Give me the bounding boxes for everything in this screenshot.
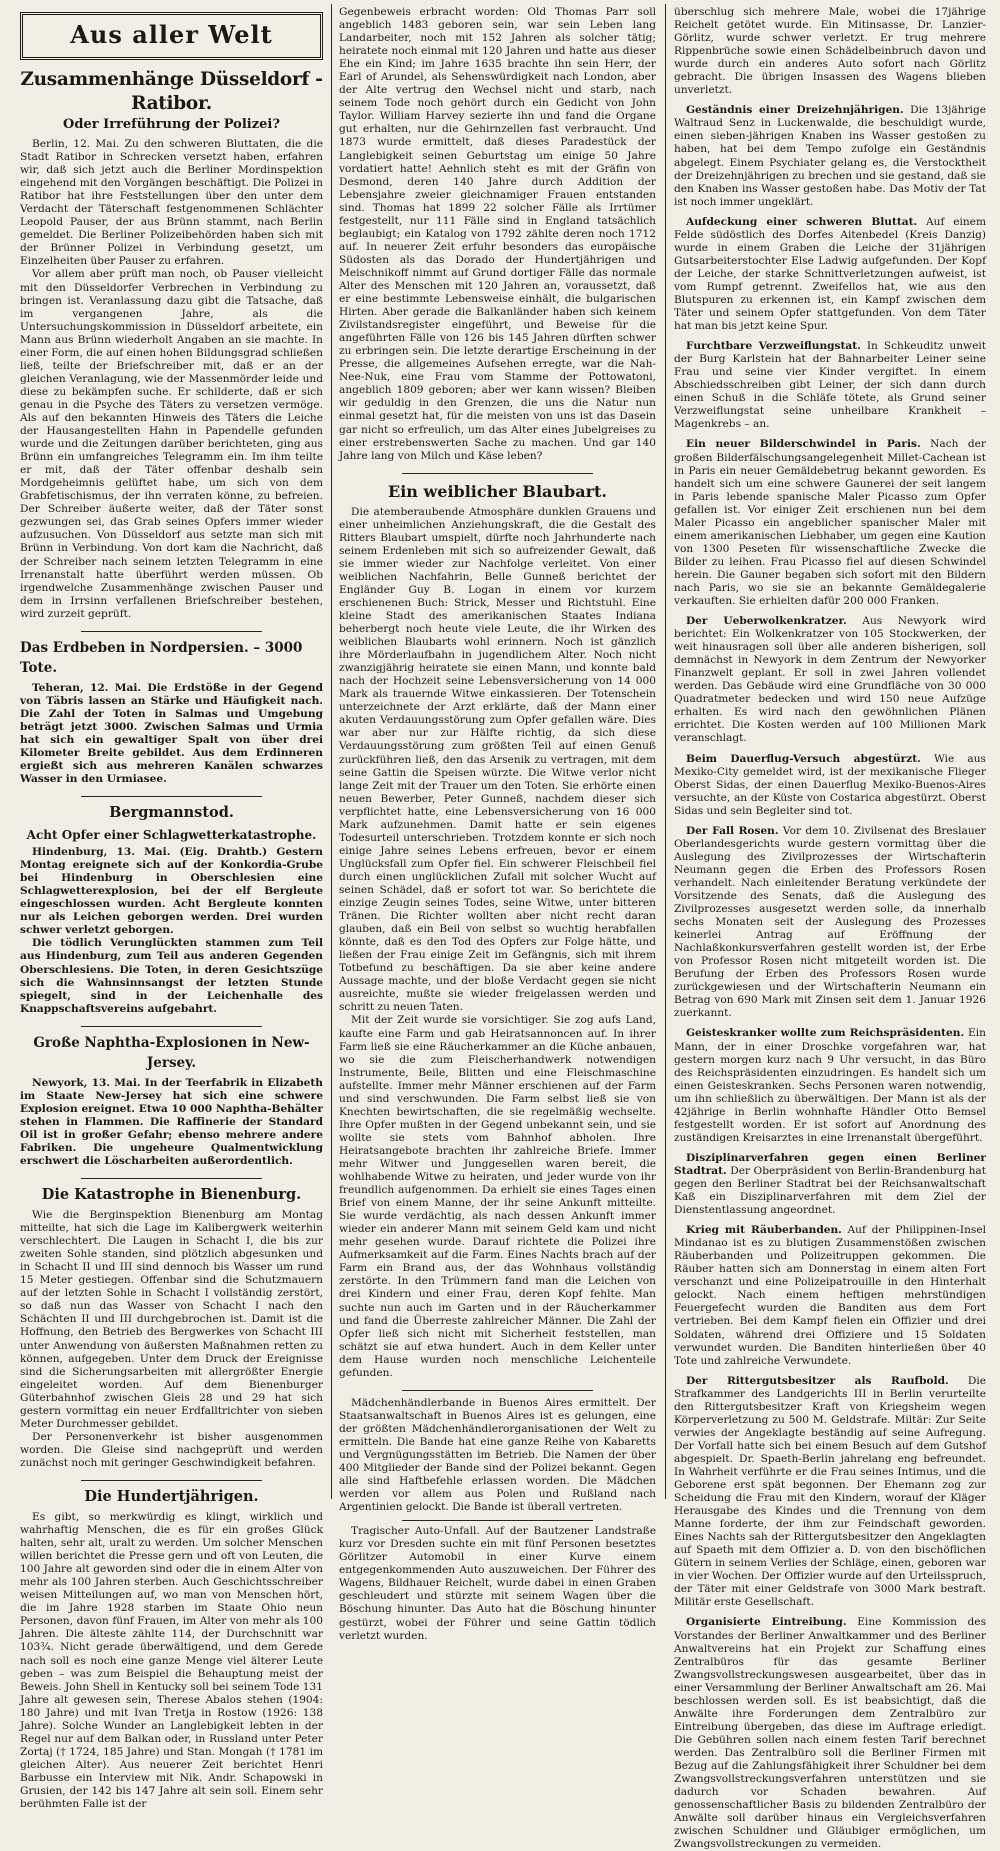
news-item xyxy=(674,1375,986,1610)
news-item-text: Ein Mann, der in einer Droschke vorgefahren war, hat gestern morgen kurz nach 9 Uhr versucht, in das Büro des Reichspräsidenten einzudringen. Es handelt sich um einen Geisteskranken. Sechs Personen waren notwendig, um ihn schließlich zu überwältigen. Der Mann ist als der 42jährige in Berlin wohnhafte Händler Otto Bemsel festgestellt worden. Er ist sofort auf Anordnung des zuständigen Kreisarztes in eine Irrenanstalt übergeführt. xyxy=(674,1027,986,1144)
news-item-title: Ein neuer Bilderschwindel in Paris. xyxy=(686,438,921,451)
article-headline: Die Katastrophe in Bienenburg. xyxy=(41,1186,302,1204)
article-paragraph: überschlug sich mehrere Male, wobei die 17jährige Reichelt getötet wurde. Ein Mitinsasse, Dr. Lanzier-Görlitz, wurde schwer verletzt. Er trug mehrere Rippenbrüche sowie einen Schädelbeinbruch davon und wurde durch ein anderes Auto sofort nach Görlitz gebracht. Die übrigen Insassen des Wagens blieben unverletzt. xyxy=(674,6,986,97)
divider xyxy=(402,1390,592,1391)
divider xyxy=(402,1520,592,1521)
news-item xyxy=(674,104,986,208)
divider xyxy=(402,473,592,474)
news-item-title: Der Fall Rosen. xyxy=(686,824,779,837)
article-headline: Die Hundertjährigen. xyxy=(84,1487,259,1505)
column-1 xyxy=(20,6,323,1811)
news-item xyxy=(674,216,986,333)
article-paragraph: Berlin, 12. Mai. Zu den schweren Bluttaten, die die Stadt Ratibor in Schrecken versetzt haben, erfahren wir, daß sich jetzt auch die Berliner Mordinspektion eingehend mit den Vorgängen beschäftigt. Die Polizei in Ratibor hat ihre Feststellungen über den unter dem Verdacht der Täterschaft festgenommenen Schlächter Leopold Pauser, der aus Brünn stammt, nach Berlin gemeldet. Die Berliner Polizeibehörden haben sich mit der Brünner Polizei in Verbindung gesetzt, um Einzelheiten über Pauser zu erfahren. xyxy=(20,138,323,268)
article-paragraph: Mit der Zeit wurde sie vorsichtiger. Sie zog aufs Land, kaufte eine Farm und gab Heiratsannoncen auf. In ihrer Farm ließ sie eine Räucherkammer an die Küche anbauen, wo sie die zum Fleischerhandwerk notwendigen Instrumente, Beile, Blitten und eine Fleischmaschine aufstellte. Immer mehr Männer erschienen auf der Farm und sind verschwunden. Die Farm selbst ließ sie von Knechten bewirtschaften, die sie regelmäßig wechselte. Ihre Opfer mußten in der Gegend unbekannt sein, und sie wollte sie stets vom Bahnhof abholen. Ihre Heiratsangebote brachten ihr zahlreiche Briefe. Immer mehr Witwer und Junggesellen waren bereit, die wohlhabende Witwe zu heiraten, und jeder wurde von ihr freundlich aufgenommen. Da erhielt sie eines Tages einen Brief von einem Manne, der ihr seine Ankunft mitteilte. Sie wurde verdächtig, als nach dessen Ankunft immer wieder ein anderer Mann mit seinem Geld kam und nicht mehr gesehen wurde. Darauf richtete die Polizei ihre Aufmerksamkeit auf die Farm. Eines Nachts brach auf der Farm ein Brand aus, der das Wohnhaus vollständig zerstörte. In den Trümmern fand man die Leichen von drei Kindern und einer Frau, deren Kopf fehlte. Man suchte nun auch im Garten und in der Räucherkammer und fand die Überreste zahlreicher Männer. Die Zahl der Opfer ließ sich nicht mit Sicherheit feststellen, man schätzt sie auf etwa hundert. Auch in dem Keller unter dem Hause wurden noch menschliche Leichenteile gefunden. xyxy=(339,1014,656,1379)
article-headline: Große Naphtha-Explosionen in New-Jersey. xyxy=(33,1034,310,1071)
article-paragraph: Mädchenhändlerbande in Buenos Aires ermittelt. Der Staatsanwaltschaft in Buenos Aires ist es gelungen, eine der größten Mädchenhändlerorganisationen der Welt zu ermitteln. Die Bande hat eine ganze Reihe von Kabaretts und Vergnügungsstätten im Betrieb. Die Namen der über 400 Mitglieder der Bande sind der Polizei bekannt. Gegen alle sind Haftbefehle erlassen worden. Die Mädchen werden vor allem aus Polen und Rußland nach Argentinien gelockt. Die Bande ist überall vertreten. xyxy=(339,1396,656,1514)
divider xyxy=(81,796,263,797)
article-paragraph: Die tödlich Verunglückten stammen zum Teil aus Hindenburg, zum Teil aus anderen Gegenden Oberschlesiens. Die Toten, in deren Gesichtszüge sich die Wahnsinnsangst der letzten Stunde spiegelt, sind in der Leichenhalle des Knappschaftsvereins aufgebahrt. xyxy=(20,937,323,1015)
article-paragraph: Die atemberaubende Atmosphäre dunklen Grauens und einer unheimlichen Anziehungskraft, die die Gestalt des Ritters Blaubart umspielt, dürfte noch Jahrhunderte nach seinem Erdenleben mit sich so aufreizender Gewalt, daß sie immer wieder zur Nachfolge verleitet. Von einer weiblichen Nachfahrin, Belle Gunneß berichtet der Engländer Guy B. Logan in einem vor kurzem erschienenen Buch: Strick, Messer und Richtstuhl. Eine kleine Stadt des amerikanischen Staates Indiana beherbergt noch heute viele Leute, die ihr Wirken des weiblichen Blaubarts wohl erinnern. Noch ist gänzlich ihre Mörderlaufbahn in jugendlichem Alter. Noch nicht zwanzigjährig heiratete sie einen Mann, und konnte bald nach der Hochzeit seine Lebensversicherung von 14 000 Mark als trauernde Witwe einkassieren. Der Totenschein unterzeichnete der Arzt erklärte, daß der Mann einer akuten Verdauungsstörung zum Opfer gefallen wäre. Dies war aber nur zur Hälfte richtig, da sich diese Verdauungsstörung zum größten Teil auf einen Genuß zurückführen ließ, den das Arsenik zu vertragen, mit dem seine Gattin die Speisen würzte. Die Witwe verlor nicht lange Zeit mit der Trauer um den Toten. Sie erhörte einen neuen Bewerber, Peter Gunneß, nachdem dieser sich verpflichtet hatte, eine Lebensversicherung von 16 000 Mark aufzunehmen. Damit hatte er sein eigenes Todesurteil unterschrieben. Trotzdem konnte er sich noch einige Jahre seines Lebens erfreuen, bevor er einem Unglücksfall zum Opfer fiel. Ein schwerer Fleischbeil fiel durch einen unglücklichen Zufall mit solcher Wucht auf seinen Schädel, daß er sofort tot war. So berichtete die einzige Zeugin seines Todes, seine Witwe, unter bitteren Tränen. Die Richter wollten aber nicht recht daran glauben, daß ein Beil von selbst so wuchtig herabfallen könnte, daß es den Tod des Opfers zur Folge hätte, und ließen der Frau einige Zeit im Gefängnis, sich mit ihrem Totbefund zu beschäftigen. Da sie aber keine andere Aussage machte, und der bloße Verdacht gegen sie nicht ausreichte, mußte sie wieder freigelassen werden und schritt zu neuen Taten. xyxy=(339,505,656,1014)
column-2 xyxy=(339,6,656,1642)
news-item-title: Aufdeckung einer schweren Bluttat. xyxy=(686,215,918,228)
news-item xyxy=(674,438,986,608)
news-item xyxy=(674,1224,986,1368)
news-item-text: Die 13jährige Waltraud Senz in Luckenwalde, die beschuldigt wurde, einen sieben-jährigen Knaben ins Wasser gestoßen zu haben, hat bei dem Tempo zufolge ein Geständnis abgelegt. Einem Psychiater gelang es, die Verstocktheit der Dreizehnjährigen zu brechen und sie gestand, daß sie den Knaben ins Wasser gestoßen habe. Das Motiv der Tat ist noch immer ungeklärt. xyxy=(674,104,986,208)
article-paragraph: Newyork, 13. Mai. In der Teerfabrik in Elizabeth im Staate New-Jersey hat sich eine schwere Explosion ereignet. Etwa 10 000 Naphtha-Behälter stehen in Flammen. Die Raffinerie der Standard Oil ist in großer Gefahr; ebenso mehrere andere Fabriken. Die ungeheure Qualmentwicklung erschwert die Löscharbeiten außerordentlich. xyxy=(20,1076,323,1167)
news-item-text: Der Oberpräsident von Berlin-Brandenburg hat gegen den Berliner Stadtrat bei der Reichsanwaltschaft Kaß ein Disziplinarverfahren mit dem Ziel der Dienstentlassung angeordnet. xyxy=(674,1164,986,1217)
column-rule xyxy=(665,4,666,1499)
article-headline: Ein weiblicher Blaubart. xyxy=(388,481,607,501)
news-item xyxy=(674,1027,986,1144)
article-subheadline: Acht Opfer einer Schlagwetterkatastrophe. xyxy=(26,828,317,843)
article-subheadline: Oder Irreführung der Polizei? xyxy=(63,117,280,132)
news-item xyxy=(674,1152,986,1217)
news-item-text: Auf der Philippinen-Insel Mindanao ist es zu blutigen Zusammenstößen zwischen Räuberbanden und Polizeitruppen gekommen. Die Räuber hatten sich am Donnerstag in einem alten Fort verschanzt und eine Polizeipatrouille in den Hinterhalt gelockt. Nach einem heftigen mehrstündigen Feuergefecht wurden die Banditen aus dem Fort vertrieben. Bei dem Kampf fielen ein Offizier und drei Soldaten, während drei Offiziere und 15 Soldaten verwundet wurden. Die Banditen hinterließen über 40 Tote und zahlreiche Verwundete. xyxy=(674,1224,986,1367)
news-item-title: Der Rittergutsbesitzer als Raufbold. xyxy=(686,1374,949,1387)
news-item-text: Eine Kommission des Vorstandes der Berliner Anwaltkammer und des Berliner Anwaltvereins hat ein Projekt zur Schaffung eines Zentralbüros für das gesamte Berliner Zwangsvollstreckungswesen ausgearbeitet, über das in einer Versammlung der Berliner Anwaltschaft am 26. Mai beschlossen werden soll. Es ist beabsichtigt, daß die Anwälte ihre Forderungen dem Zentralbüro zur Eintreibung übergeben, das diese im Auftrage erledigt. Die Gebühren sollen nach einem festen Tarif berechnet werden. Das Zentralbüro soll die Berliner Firmen mit Bezug auf die Zahlungsfähigkeit ihrer Schuldner bei dem Zwangsvollstreckungsverfahren unterstützen und sie dadurch vor Schaden bewahren. Auf genossenschaftlicher Basis zu bildenden Zentralbüro der Anwälte soll darüber hinaus ein Vergleichsverfahren zwischen Schuldner und Gläubiger ermöglichen, um Zwangsvollstreckungen zu vermeiden. xyxy=(674,1616,987,1851)
news-item-text: Auf einem Felde südöstlich des Dorfes Aitenbedel (Kreis Danzig) wurde in einem Graben die Leiche der 31jährigen Gutsarbeiterstochter Else Ladwig aufgefunden. Der Kopf der Leiche, der starke Schnittverletzungen aufweist, ist vom Rumpf getrennt. Zweifellos hat, wie aus den Blutspuren zu erkennen ist, ein Kampf zwischen dem Täter und seinem Opfer stattgefunden. Von dem Täter hat man bis jetzt keine Spur. xyxy=(674,215,986,333)
article-paragraph: Gegenbeweis erbracht worden: Old Thomas Parr soll angeblich 1483 geboren sein, war sein Leben lang Landarbeiter, noch mit 152 Jahren als solcher tätig; heiratete noch einmal mit 120 Jahren und hatte aus dieser Ehe ein Kind; im Jahre 1635 brachte ihn sein Herr, der Earl of Arundel, als Sehenswürdigkeit nach London, aber der Alte vertrug den Wechsel nicht und starb, nach seinem Tode noch gehört durch ein Gedicht von John Taylor. William Harvey sezierte ihn und fand die Organe gut erhalten, nur die Gehirnzellen fast verbraucht. Und 1873 wurde ermittelt, daß dieses Paradestück der Langlebigkeit seinen Geburtstag um einige 50 Jahre vordatiert hatte! Aehnlich steht es mit der Gräfin von Desmond, deren 140 Jahre durch Addition der Lebensjahre zweier gleichnamiger Frauen entstanden sind. Thomas hat 1899 22 solcher Fälle als Irrtümer festgestellt, nur 111 Fälle sind in England tatsächlich beglaubigt; ein Katalog von 1792 zählte deren noch 1712 auf. In neuerer Zeit erfuhr besonders das europäische Südosten als das Dorado der Hundertjährigen und Meischnikoff nimmt auf Grund dortiger Fälle das normale Alter des Menschen mit 120 Jahren an, voraussetzt, daß er eine bestimmte Lebensweise einhält, die bulgarischen Hirten. Aber gerade die Balkanländer haben sich keinem Zivilstandsregister eingeführt, und Beweise für die angeführten Fälle von 126 bis 145 Jahren dürften schwer zu erbringen sein. Die letzte derartige Erscheinung in der Presse, die allgemeines Aufsehen erregte, war die Nah-Nee-Nuk, eine Frau vom Stamme der Pottowatoni, angeblich 1809 geboren; aber wer kann wissen? Bleiben wir geduldig in den Grenzen, die uns die Natur nun einmal gesetzt hat, für die meisten von uns ist das Dasein gar nicht so erfreulich, um das Alter eines Jubelgreises zu einer erstrebenswerten Sache zu machen. Und gar 140 Jahre lang von Milch und Käse leben? xyxy=(339,6,656,462)
news-item-title: Der Ueberwolkenkratzer. xyxy=(686,615,847,628)
news-item-text: Wie aus Mexiko-City gemeldet wird, ist der mexikanische Flieger Oberst Sidas, der einen Dauerflug Mexiko-Buenos-Aires versuchte, an der Küste von Costarica abgestürzt. Oberst Sidas und sein Begleiter sind tot. xyxy=(674,752,986,817)
column-3 xyxy=(674,6,987,1851)
news-item-title: Geisteskranker wollte zum Reichspräsidenten. xyxy=(686,1027,965,1040)
divider xyxy=(81,631,263,632)
news-item xyxy=(674,340,986,431)
news-item-text: Die Strafkammer des Landgerichts III in Berlin verurteilte den Rittergutsbesitzer Kraft von Kriegsheim wegen Körperverletzung zu 500 M. Geldstrafe. Miltär: Zur Seite verwies der Angeklagte beständig auf seine Aufregung. Der Vorfall hatte sich bei einem Besuch auf dem Gutshof abgespielt. Dr. Spaeth-Berlin jahrelang eng befreundet. In Wahrheit verführte er die Frau seines Intimus, und die Geborene erst spät begonnen. Der Ehemann zog zur Scheidung die Frau mit den Kindern, worauf der Kläger Herausgabe des Kindes und die Trennung von dem Manne forderte, der ihm zur Feindschaft geworden. Eines Nachts sah der Rittergutsbesitzer den Angeklagten auf Spaeth mit dem Offizier a. D. von den bischöflichen Gütern in seinem Verlies der Schläge, einen, geboren war in vier Wochen. Der Offizier wurde auf den Urteilsspruch, der Täter mit einer Geldstrafe von 3000 Mark bestraft. Militär erste Gesellschaft. xyxy=(674,1374,986,1609)
news-item-title: Furchtbare Verzweiflungstat. xyxy=(686,340,861,353)
section-banner: Aus aller Welt xyxy=(20,12,323,60)
news-item xyxy=(674,615,986,745)
divider xyxy=(81,1480,263,1481)
article-paragraph: Tragischer Auto-Unfall. Auf der Bautzener Landstraße kurz vor Dresden suchte ein mit fünf Personen besetztes Görlitzer Automobil in einer Kurve einem entgegenkommenden Auto auszuweichen. Der Führer des Wagens, Bildhauer Reichelt, wurde dabei in einen Graben geschleudert und stürzte mit seinem Wagen über die Böschung hinunter. Das Auto hat die Böschung hinunter gestürzt, wobei der Führer und seine Gattin tödlich verletzt wurden. xyxy=(339,1525,656,1642)
news-item xyxy=(674,825,986,1021)
article-headline: Zusammenhänge Düsseldorf - Ratibor. xyxy=(20,69,323,114)
article-headline: Bergmannstod. xyxy=(109,804,234,822)
news-item-text: In Schkeuditz unweit der Burg Karlstein hat der Bahnarbeiter Leiner seine Frau und seine vier Kinder vergiftet. In einem Abschiedsschreiben gibt Leiner, der sich dann durch einen Schuß in die Schläfe tötete, als Grund seiner Verzweiflungstat seine unheilbare Krankheit – Magenkrebs – an. xyxy=(674,340,987,431)
article-paragraph: Es gibt, so merkwürdig es klingt, wirklich und wahrhaftig Menschen, die es für ein großes Glück halten, sehr alt, uralt zu werden. Um solcher Menschen willen berichtet die Presse gern und oft von Leuten, die 100 Jahre alt geworden sind oder die in einem Alter von mehr als 100 Jahren sterben. Auch Geschichtsschreiber weisen Mitteilungen auf, wo man von Menschen hört, die im Jahre 1928 starben im Staate Ohio neun Personen, davon fünf Frauen, im Alter von mehr als 100 Jahren. Die älteste zählte 114, der Durchschnitt war 103¾. Nicht gerade überwältigend, und dem Gerede nach soll es noch eine ganze Menge viel älterer Leute geben – was zum Beispiel die Behauptung meist der Beweis. John Shell in Kentucky soll bei seinem Tode 131 Jahre alt gewesen sein, Therese Abalos stehen (1904: 180 Jahre) und mit Ivan Tretja in Rostow (1926: 138 Jahre). Solche Wunder an Langlebigkeit lebten in der Regel nur auf dem Balkan oder, in Russland unter Peter Zortaj († 1724, 185 Jahre) und Stan. Mongah († 1781 im gleichen Alter). Aus neuerer Zeit berichtet Henri Barbusse ein Interview mit Nik. Andr. Schapowski in Grusien, der 142 bis 147 Jahre alt sein soll. Einem sehr berühmten Falle ist der xyxy=(20,1510,323,1811)
article-paragraph: Vor allem aber prüft man noch, ob Pauser vielleicht mit den Düsseldorfer Verbrechen in Verbindung zu bringen ist. Veranlassung dazu gibt die Tatsache, daß im vergangenen Jahre, als die Untersuchungskommission in Düsseldorf arbeitete, ein Mann aus Brünn wiederholt Angaben an sie machte. In einer Form, die auf einen hohen Bildungsgrad schließen ließ, teilte der Briefschreiber mit, daß er an der gleichen Veranlagung, wie der Massenmörder leide und diese zu bekämpfen suche. Er schilderte, daß er sich genau in die Psyche des Täters zu versetzen vermöge. Als auf den bekannten Hinweis des Täters die Leiche der Hausangestellten Hahn in Papendelle gefunden wurde und die Zeitungen darüber berichteten, ging aus Brünn ein umfangreiches Telegramm ein. Im ihm teilte er mit, daß der Täter offenbar deshalb sein Mordgeheimnis gelüftet habe, um sich von dem Grabfetischismus, der ihn verraten könne, zu befreien. Der Schreiber äußerte weiter, daß der Täter sonst gezwungen sei, das Grab seines Opfers immer wieder aufzusuchen. Von Düsseldorf aus setzte man sich mit Brünn in Verbindung. Von dort kam die Nachricht, daß der Schreiber nach seinem letzten Telegramm in eine Irrenanstalt hatte überführt werden müssen. Ob irgendwelche Zusammenhänge zwischen Pauser und dem in Irrsinn verfallenen Briefschreiber bestehen, wird zurzeit geprüft. xyxy=(20,268,323,620)
news-item xyxy=(674,753,986,818)
column-rule xyxy=(331,4,332,1499)
article-paragraph: Teheran, 12. Mai. Die Erdstöße in der Gegend von Täbris lassen an Stärke und Häufigkeit nach. Die Zahl der Toten in Salmas und Umgebung beträgt jetzt 3000. Zwischen Salmas und Urmia hat sich ein gewaltiger Spalt von über drei Kilometer Breite gebildet. Aus dem Erdinneren ergießt sich aus mehreren Kanälen schwarzes Wasser in den Urmiasee. xyxy=(20,681,323,786)
news-item-title: Organisierte Eintreibung. xyxy=(686,1616,847,1629)
article-paragraph: Hindenburg, 13. Mai. (Eig. Drahtb.) Gestern Montag ereignete sich auf der Konkordia-Grube bei Hindenburg in Oberschlesien eine Schlagwetterexplosion, bei der elf Bergleute eingeschlossen wurden. Acht Bergleute konnten nur als Leichen geborgen werden. Drei wurden schwer verletzt geborgen. xyxy=(20,846,323,937)
news-item-title: Disziplinarverfahren gegen einen Berliner Stadtrat. xyxy=(674,1151,986,1177)
news-item-text: Aus Newyork wird berichtet: Ein Wolkenkratzer von 105 Stockwerken, der weit hinausragen soll über alle anderen bisherigen, soll demnächst in Newyork in dem Zentrum der Newyorker Finanzwelt geplant. Er soll in zwei Jahren vollendet werden. Das Gebäude wird eine Grundfläche von 30 000 Quadratmeter bedecken und wird 150 neue Aufzüge erhalten. Es wird nach den gewöhnlichen Plänen errichtet. Die Kosten werden auf 100 Millionen Mark veranschlagt. xyxy=(674,615,986,745)
divider xyxy=(81,1026,263,1027)
divider xyxy=(81,1178,263,1179)
news-item-text: Nach der großen Bilderfälschungsangelegenheit Millet-Cachean ist in Paris ein neuer Gemäldebetrug bekannt geworden. Es handelt sich um eine schwere Gaunerei der seit langem in Paris lebende spanische Maler Picasso zum Opfer gefallen ist. Vor einiger Zeit erschienen nun bei dem Maler Picasso ein angeblicher spanischer Maler mit einem amerikanischen Liebhaber, um gegen eine Kaution von 1300 Peseten für wissenschaftliche Zwecke die Bilder zu leihen. Frau Picasso fiel auf diesen Schwindel herein. Die Gauner begaben sich sofort mit den Bildern nach Paris, wo sie sie an bekannte Gemäldegalerie verkauften. Sie erhielten dafür 200 000 Franken. xyxy=(674,438,986,608)
news-item xyxy=(674,1616,986,1851)
news-item-title: Krieg mit Räuberbanden. xyxy=(686,1224,842,1237)
news-item-text: Vor dem 10. Zivilsenat des Breslauer Oberlandesgerichts wurde gestern vormittag über die Auslegung des Zivilprozesses der Wirtschafterin Neumann gegen die Erben des Professors Rosen verhandelt. Nach einleitender Beratung verkündete der Vorsitzende des Senats, daß die Auslegung des Zivilprozesses ausgesetzt werden solle, da innerhalb sechs Monaten seit der Auslegung des Prozesses keinerlei Antrag auf Eröffnung der Nachlaßkonkursverfahren gestellt worden ist, der Erbe von Professor Rosen nicht mitgeteilt worden ist. Die Berufung der Erben des Professors Rosen wurde zurückgewiesen und der Wirtschafterin Neumann ein Betrag von 690 Mark mit Zinsen seit dem 1. Januar 1926 zuerkannt. xyxy=(674,824,986,1020)
news-item-title: Geständnis einer Dreizehnjährigen. xyxy=(686,104,904,117)
news-item-title: Beim Dauerflug-Versuch abgestürzt. xyxy=(686,752,921,765)
article-paragraph: Wie die Berginspektion Bienenburg am Montag mitteilte, hat sich die Lage im Kalibergwerk weiterhin verschlechtert. Die Laugen in Schacht I, die bis zur zweiten Sohle standen, sind plötzlich abgesunken und in Schacht II und III sind dennoch bis Wasser um rund 15 Meter gestiegen. Offenbar sind die Schutzmauern auf der letzten Sohle in Schacht I vollständig zerstört, so daß nun das Wasser von Schacht I nach den Schächten II und III durchgebrochen ist. Damit ist die Hoffnung, den Betrieb des Bergwerkes von Schacht III unter Anwendung von äußersten Maßnahmen retten zu können, aufgegeben. Unter dem Druck der Ereignisse sind die Sicherungsarbeiten mit allergrößter Energie eingeleitet worden. Auf dem Bienenburger Güterbahnhof zwischen Gleis 28 und 29 hat sich gestern vormittag ein neuer Erdfalltrichter von sieben Meter Durchmesser gebildet. xyxy=(20,1209,323,1430)
article-paragraph: Der Personenverkehr ist bisher ausgenommen worden. Die Gleise sind nachgeprüft und werden zunächst noch mit geringer Geschwindigkeit befahren. xyxy=(20,1430,323,1469)
article-headline: Das Erdbeben in Nordpersien. – 3000 Tote. xyxy=(20,639,303,676)
